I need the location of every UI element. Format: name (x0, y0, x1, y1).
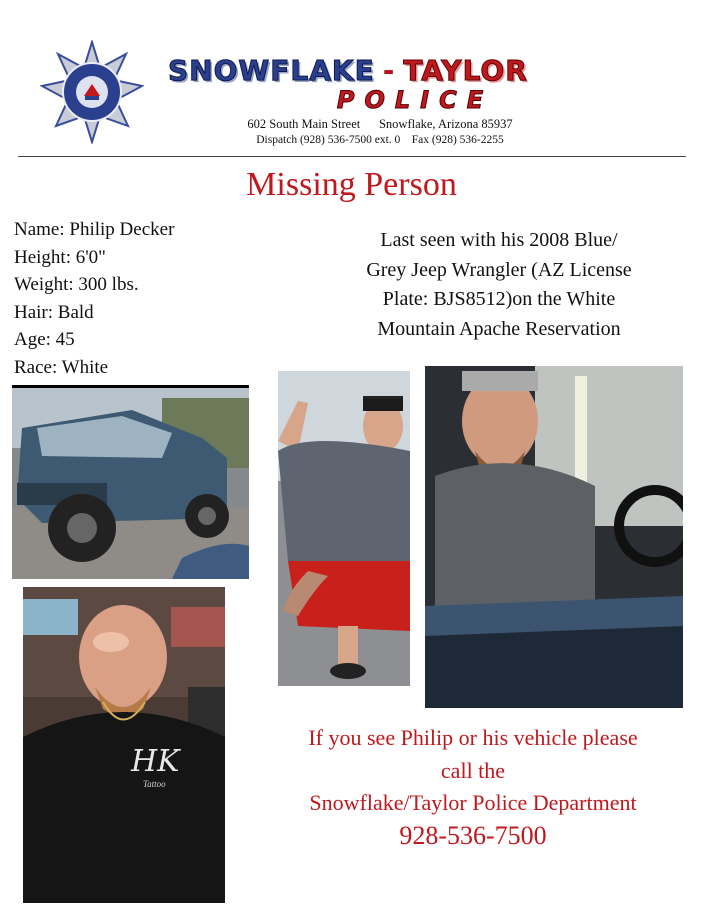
detail-race: Race: White (14, 356, 109, 378)
logo-taylor: TAYLOR (403, 53, 528, 87)
header-divider (18, 156, 686, 157)
page-title: Missing Person (246, 166, 457, 203)
street-address: 602 South Main Street (247, 117, 361, 131)
shirt-logo-text: HK (131, 744, 180, 779)
last-seen-line: Plate: BJS8512)on the White (382, 288, 616, 310)
cta-line-1: If you see Philip or his vehicle please (308, 725, 638, 750)
person-details (14, 216, 274, 381)
address-line (180, 117, 580, 132)
logo-police: POLICE (336, 86, 494, 114)
posing-photo (278, 371, 410, 686)
last-seen-description (304, 226, 694, 344)
last-seen-line: Grey Jeep Wrangler (AZ License (366, 258, 632, 281)
in-car-photo (425, 366, 683, 708)
detail-age: Age: 45 (14, 329, 75, 350)
call-to-action (250, 722, 696, 852)
city-state-zip: Snowflake, Arizona 85937 (378, 117, 513, 131)
shirt-logo-sub: Tattoo (143, 779, 166, 789)
last-seen-line: Mountain Apache Reservation (377, 317, 621, 340)
last-seen-line: Last seen with his 2008 Blue/ (380, 229, 618, 251)
detail-height: Height: 6'0" (14, 246, 106, 268)
department-logo-wordmark (168, 52, 630, 88)
logo-snowflake: SNOWFLAKE (168, 53, 375, 87)
star-badge-icon (40, 40, 144, 144)
police-badge (40, 40, 144, 144)
fax-number: Fax (928) 536-2255 (411, 134, 504, 146)
cta-line-2: call the (440, 757, 506, 783)
logo-separator: - (382, 53, 396, 87)
cta-line-3: Snowflake/Taylor Police Department (309, 790, 637, 815)
shirt-logo (131, 744, 180, 779)
dispatch-number: Dispatch (928) 536-7500 ext. 0 (256, 134, 401, 146)
cta-phone-number[interactable]: 928-536-7500 (399, 820, 547, 850)
detail-weight: Weight: 300 lbs. (14, 274, 139, 295)
jeep-photo (12, 385, 249, 579)
contact-line (180, 134, 580, 146)
detail-hair: Hair: Bald (14, 301, 94, 323)
detail-name: Name: Philip Decker (14, 219, 175, 240)
selfie-photo (23, 587, 225, 903)
